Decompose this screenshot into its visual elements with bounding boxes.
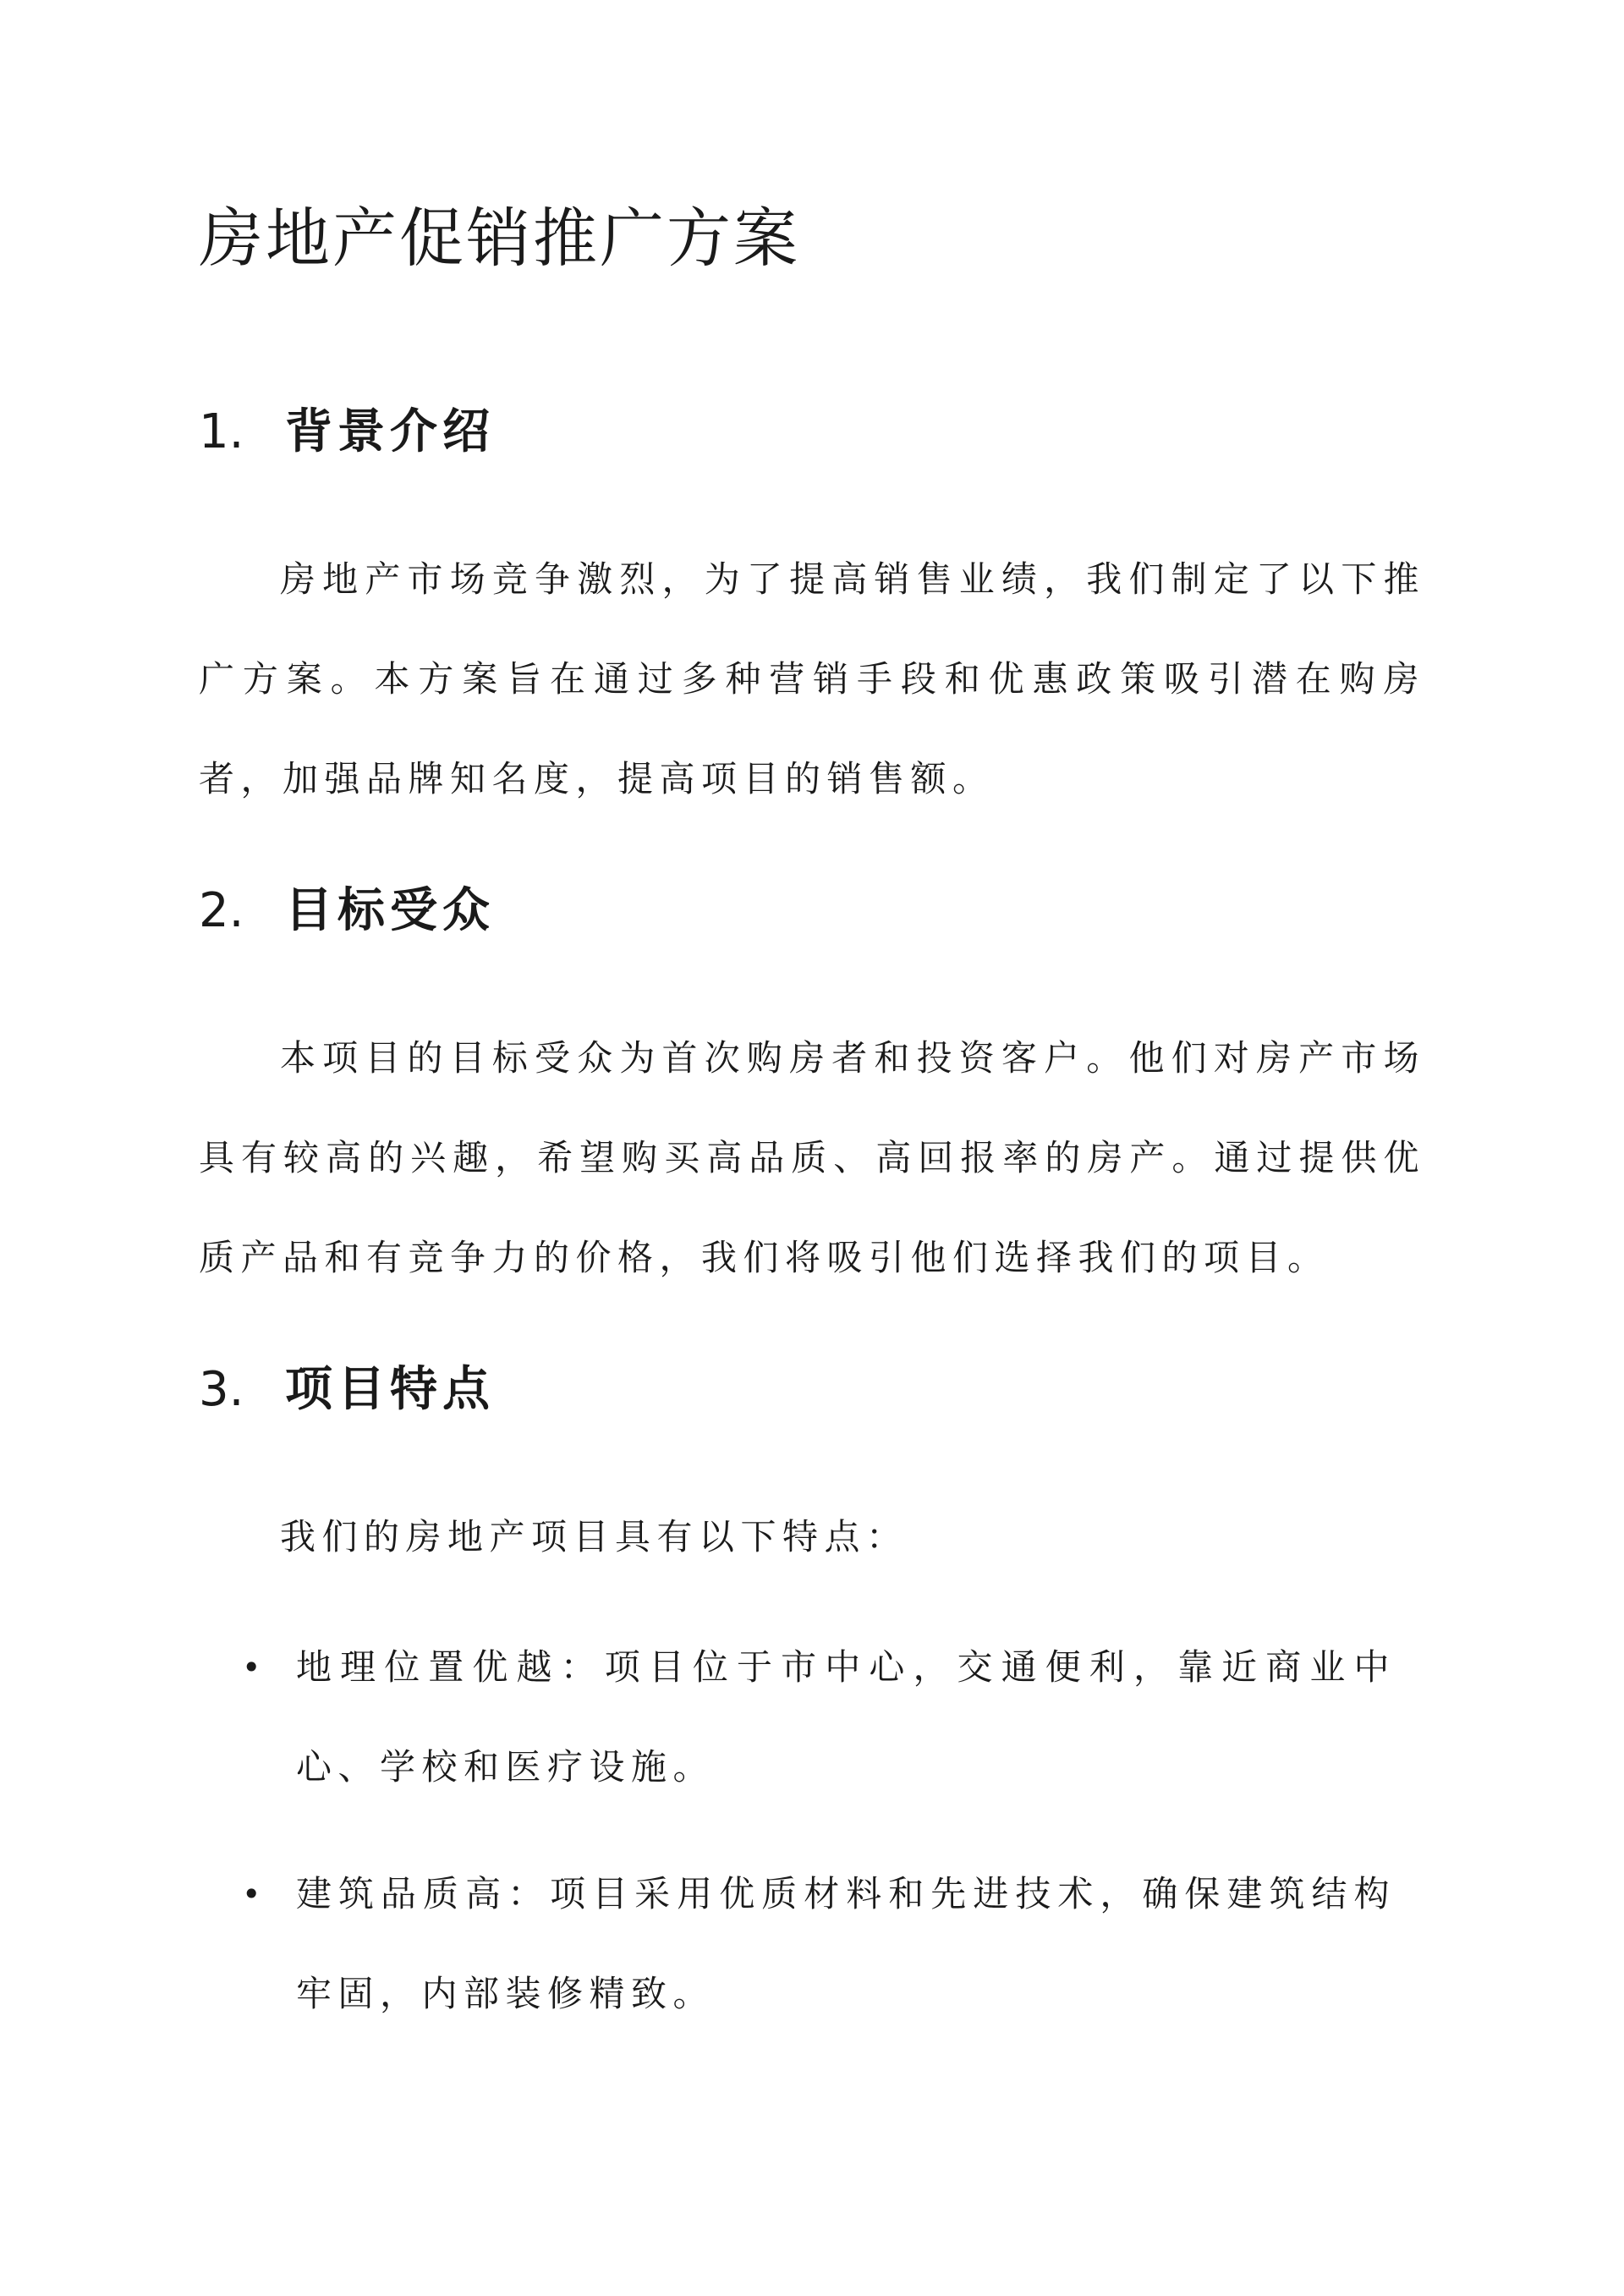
bullet-list-item [242, 1618, 1421, 1817]
section-heading-background [199, 398, 495, 466]
section-paragraph-background: 房地产市场竞争激烈，为了提高销售业绩，我们制定了以下推广方案。本方案旨在通过多种营销手段和优惠政策吸引潜在购房者，加强品牌知名度，提高项目的销售额。 [199, 558, 1425, 799]
section-paragraph-project-features: 我们的房地产项目具有以下特点： [280, 1516, 908, 1557]
bullet-icon: • [242, 1876, 261, 1913]
document-title: 房地产促销推广方案 [199, 200, 800, 276]
section-heading-project-features [199, 1355, 495, 1424]
section-paragraph-target-audience: 本项目的目标受众为首次购房者和投资客户。他们对房产市场具有较高的兴趣，希望购买高品质、高回报率的房产。通过提供优质产品和有竞争力的价格，我们将吸引他们选择我们的项目。 [199, 1037, 1425, 1278]
section-title: 项目特点 [285, 1361, 495, 1417]
section-number: 2. [199, 883, 244, 938]
section-title: 目标受众 [285, 882, 495, 938]
section-title: 背景介绍 [285, 404, 495, 459]
bullet-text: 地理位置优越：项目位于市中心，交通便利，靠近商业中心、学校和医疗设施。 [296, 1646, 1396, 1788]
section-number: 3. [199, 1362, 244, 1417]
bullet-icon: • [242, 1649, 261, 1686]
bullet-list-item [242, 1844, 1421, 2044]
section-heading-target-audience [199, 876, 495, 945]
section-number: 1. [199, 404, 244, 459]
bullet-text: 建筑品质高：项目采用优质材料和先进技术，确保建筑结构牢固，内部装修精致。 [296, 1873, 1396, 2014]
